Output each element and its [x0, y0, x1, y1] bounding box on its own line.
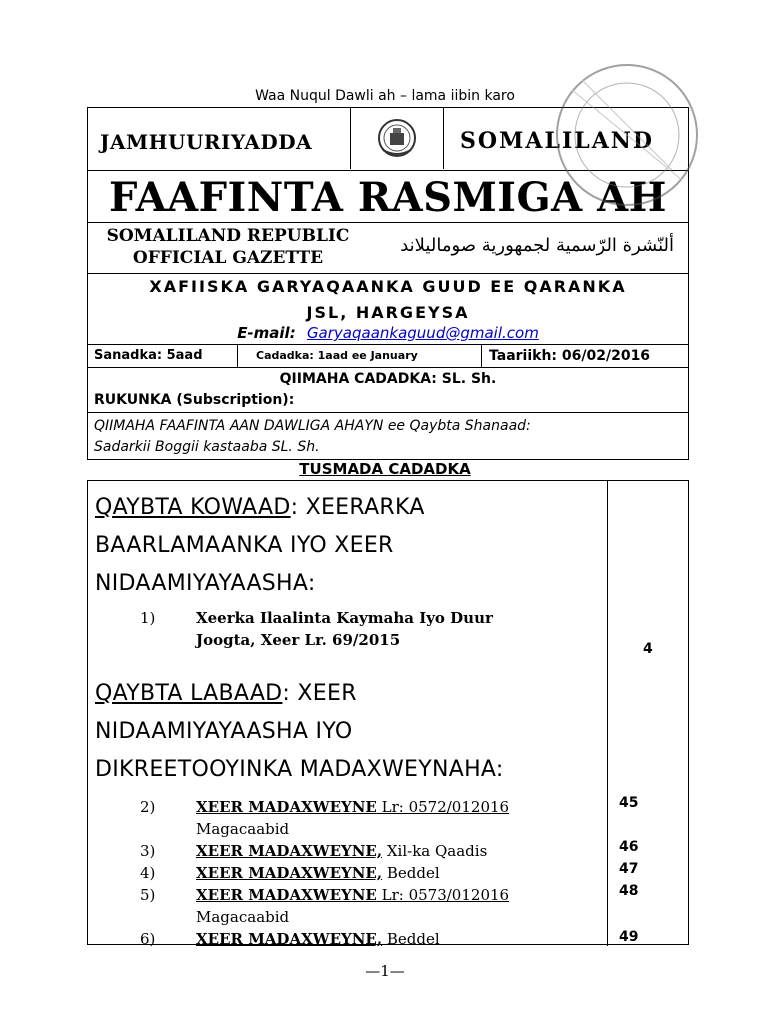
date-label: Taariikh: 06/02/2016 — [489, 348, 651, 364]
part2-line-3: DIKREETOOYINKA MADAXWEYNAHA: — [95, 757, 504, 782]
part1-line-1 — [95, 489, 600, 527]
office-line-2: JSL, HARGEYSA — [306, 303, 470, 322]
office-line-1: XAFIISKA GARYAQAANKA GUUD EE QARANKA — [149, 277, 627, 296]
part1-line-2: BAARLAMAANKA IYO XEER — [95, 533, 394, 558]
meta-divider-1 — [237, 345, 238, 367]
issue-price: QIIMAHA CADADKA: SL. Sh. — [279, 371, 497, 387]
year-label: Sanadka: 5aad — [94, 348, 203, 363]
toc-item-title: XEER MADAXWEYNE, — [196, 864, 383, 882]
toc-item-detail: Lr: 0573/012016 — [376, 886, 510, 904]
toc-item-detail: Beddel — [382, 930, 440, 948]
toc-item-detail: Beddel — [382, 864, 440, 882]
part2-line-2: NIDAAMIYAYAASHA IYO — [95, 719, 353, 744]
main-title: FAAFINTA RASMIGA AH — [109, 174, 667, 221]
office-stamp-icon — [552, 60, 702, 210]
office-name — [88, 274, 688, 326]
toc-item-detail: Lr: 0572/012016 — [376, 798, 510, 816]
part2-title — [95, 675, 600, 789]
toc-page-number: 48 — [619, 883, 639, 899]
email-link[interactable]: Garyaqaankaguud@gmail.com — [306, 324, 539, 342]
issue-label: Cadadka: 1aad ee January — [256, 349, 418, 362]
part2-line-1 — [95, 675, 600, 713]
non-gov-line-2: Sadarkii Boggii kastaaba SL. Sh. — [94, 439, 320, 455]
toc-page-number: 45 — [619, 795, 639, 811]
toc-item-number: 3) — [140, 842, 156, 860]
header-row-languages — [88, 222, 688, 274]
toc-item-title: XEER MADAXWEYNE, — [196, 930, 383, 948]
part1-line-3: NIDAAMIYAYAASHA: — [95, 571, 316, 596]
non-gov-line-1: QIIMAHA FAAFINTA AAN DAWLIGA AHAYN ee Qaybta Shanaad: — [94, 418, 531, 434]
english-line-2: OFFICIAL GAZETTE — [132, 248, 324, 268]
toc-item-title-cont: Joogta, Xeer Lr. 69/2015 — [196, 631, 401, 649]
emblem-frame — [350, 108, 444, 169]
toc-item-3[interactable] — [140, 840, 600, 862]
toc-heading: TUSMADA CADADKA — [299, 460, 471, 478]
toc-item-5[interactable] — [140, 884, 600, 928]
copy-notice: Waa Nuqul Dawli ah – lama iibin karo — [255, 88, 515, 104]
toc-table — [87, 480, 689, 948]
toc-item-number: 1) — [140, 609, 156, 627]
part1-label: QAYBTA KOWAAD — [95, 495, 291, 520]
part1-title — [95, 489, 600, 603]
toc-item-number: 6) — [140, 930, 156, 948]
toc-item-detail: Xil-ka Qaadis — [382, 842, 488, 860]
non-government-pricing — [88, 412, 688, 461]
email-line — [88, 324, 688, 342]
english-gazette-name — [88, 225, 368, 269]
toc-item-1[interactable] — [140, 607, 600, 651]
part1-title-rest: : XEERARKA — [290, 495, 425, 520]
subscription-label: RUKUNKA (Subscription): — [94, 392, 295, 408]
toc-page-number: 4 — [643, 641, 653, 657]
part2-title-rest: : XEER — [282, 681, 357, 706]
toc-column-divider — [607, 481, 608, 946]
english-line-1: SOMALILAND REPUBLIC — [106, 226, 350, 246]
toc-item-number: 4) — [140, 864, 156, 882]
title-somaliland: SOMALILAND — [460, 128, 654, 154]
toc-item-2[interactable] — [140, 796, 600, 840]
toc-item-sub: Magacaabid — [196, 820, 290, 838]
toc-item-title: XEER MADAXWEYNE, — [196, 842, 383, 860]
toc-page-number: 46 — [619, 839, 639, 855]
toc-item-sub: Magacaabid — [196, 908, 290, 926]
toc-page-number: 49 — [619, 929, 639, 945]
issue-meta-row — [88, 344, 688, 368]
toc-page-number: 47 — [619, 861, 639, 877]
toc-item-title: XEER MADAXWEYNE — [196, 798, 377, 816]
toc-item-number: 5) — [140, 886, 156, 904]
arabic-gazette-name: ألنّشرة الرّسمية لجمهورية صوماليلاند — [400, 235, 674, 256]
email-label: E-mail: — [237, 324, 296, 342]
coat-of-arms-icon — [377, 116, 417, 160]
toc-item-number: 2) — [140, 798, 156, 816]
toc-item-4[interactable] — [140, 862, 600, 884]
title-jamhuuriyadda: JAMHUURIYADDA — [100, 130, 313, 154]
toc-item-title: XEER MADAXWEYNE — [196, 886, 377, 904]
page-number: —1— — [365, 962, 405, 980]
toc-item-title: Xeerka Ilaalinta Kaymaha Iyo Duur — [196, 609, 493, 627]
toc-item-6[interactable] — [140, 928, 600, 950]
meta-divider-2 — [481, 345, 482, 367]
part2-label: QAYBTA LABAAD — [95, 681, 283, 706]
